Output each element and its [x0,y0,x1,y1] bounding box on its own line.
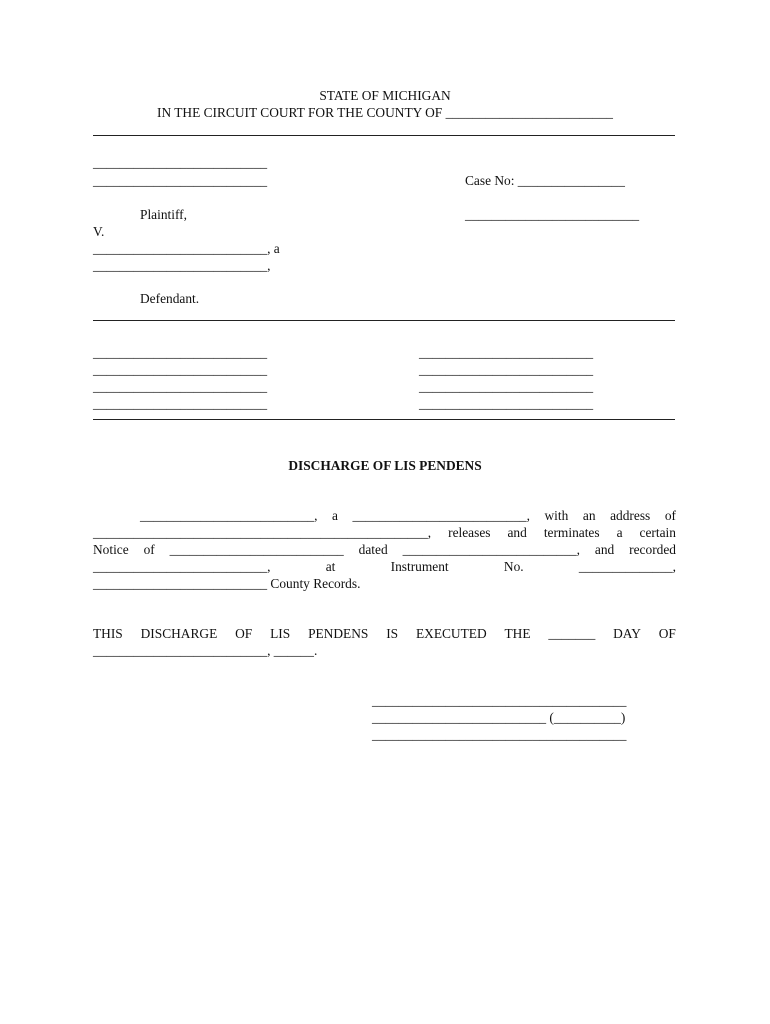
attorney-left-line-3: __________________________ [93,379,268,394]
body-line-3 [93,543,676,556]
body-word: __________________________, [402,542,580,557]
body-word: __________________________________________________, [93,525,432,540]
body-word: Notice [93,542,129,557]
body-line-2 [93,526,676,539]
body-word: releases [448,525,491,540]
executed-word: IS [386,626,399,641]
divider-middle [93,320,675,321]
case-number: Case No: ________________ [465,173,625,188]
attorney-left-line-1: __________________________ [93,345,268,360]
executed-word: THIS [93,626,123,641]
divider-top [93,135,675,136]
plaintiff-name-line-2: __________________________ [93,173,268,188]
body-word: certain [639,525,676,540]
executed-word: OF [235,626,253,641]
document-title: DISCHARGE OF LIS PENDENS [288,458,482,473]
defendant-name-line-2: __________________________, [93,258,271,273]
attorney-left-line-4: __________________________ [93,396,268,411]
state-heading: STATE OF MICHIGAN [319,88,451,103]
body-word: and [594,542,615,557]
body-line-1 [140,509,676,522]
executed-word: EXECUTED [415,626,487,641]
executed-word: LIS [270,626,291,641]
attorney-right-line-4: __________________________ [419,396,594,411]
executed-line-1 [93,627,676,640]
executed-word: DISCHARGE [140,626,218,641]
executed-word: PENDENS [308,626,369,641]
body-word: an [582,508,596,523]
defendant-name-line-1: __________________________, a [93,241,280,256]
attorney-left-line-2: __________________________ [93,362,268,377]
body-word: dated [358,542,388,557]
signature-line-2: __________________________ (__________) [372,710,626,725]
attorney-right-line-2: __________________________ [419,362,594,377]
plaintiff-name-line-1: __________________________ [93,155,268,170]
defendant-label: Defendant. [140,291,200,306]
body-word: recorded [629,542,676,557]
body-word: and [507,525,527,540]
court-heading: IN THE CIRCUIT COURT FOR THE COUNTY OF _________________________ [157,105,613,120]
executed-line-2: __________________________, ______. [93,643,318,658]
body-word: ______________, [578,559,676,574]
body-word: a [332,508,338,523]
judge-line: __________________________ [465,207,640,222]
attorney-right-line-3: __________________________ [419,379,594,394]
divider-bottom [93,419,675,420]
body-word: __________________________, [352,508,530,523]
body-word: Instrument [390,559,449,574]
body-word: of [143,542,155,557]
attorney-right-line-1: __________________________ [419,345,594,360]
body-line-5: __________________________ County Records. [93,576,361,591]
versus-label: V. [93,224,105,239]
body-word: terminates [543,525,600,540]
signature-line-3: ______________________________________ [372,727,627,742]
executed-word: OF [658,626,676,641]
body-word: at [325,559,336,574]
body-word: of [664,508,676,523]
body-word: address [610,508,651,523]
body-word: __________________________, [140,508,318,523]
body-word: with [544,508,569,523]
executed-word: DAY [613,626,641,641]
executed-word: _______ [548,626,596,641]
body-word: __________________________ [169,542,344,557]
executed-word: THE [504,626,531,641]
body-word: __________________________, [93,559,271,574]
body-line-4 [93,560,676,573]
signature-line-1: ______________________________________ [372,693,627,708]
body-word: No. [503,559,524,574]
body-word: a [616,525,623,540]
plaintiff-label: Plaintiff, [140,207,187,222]
